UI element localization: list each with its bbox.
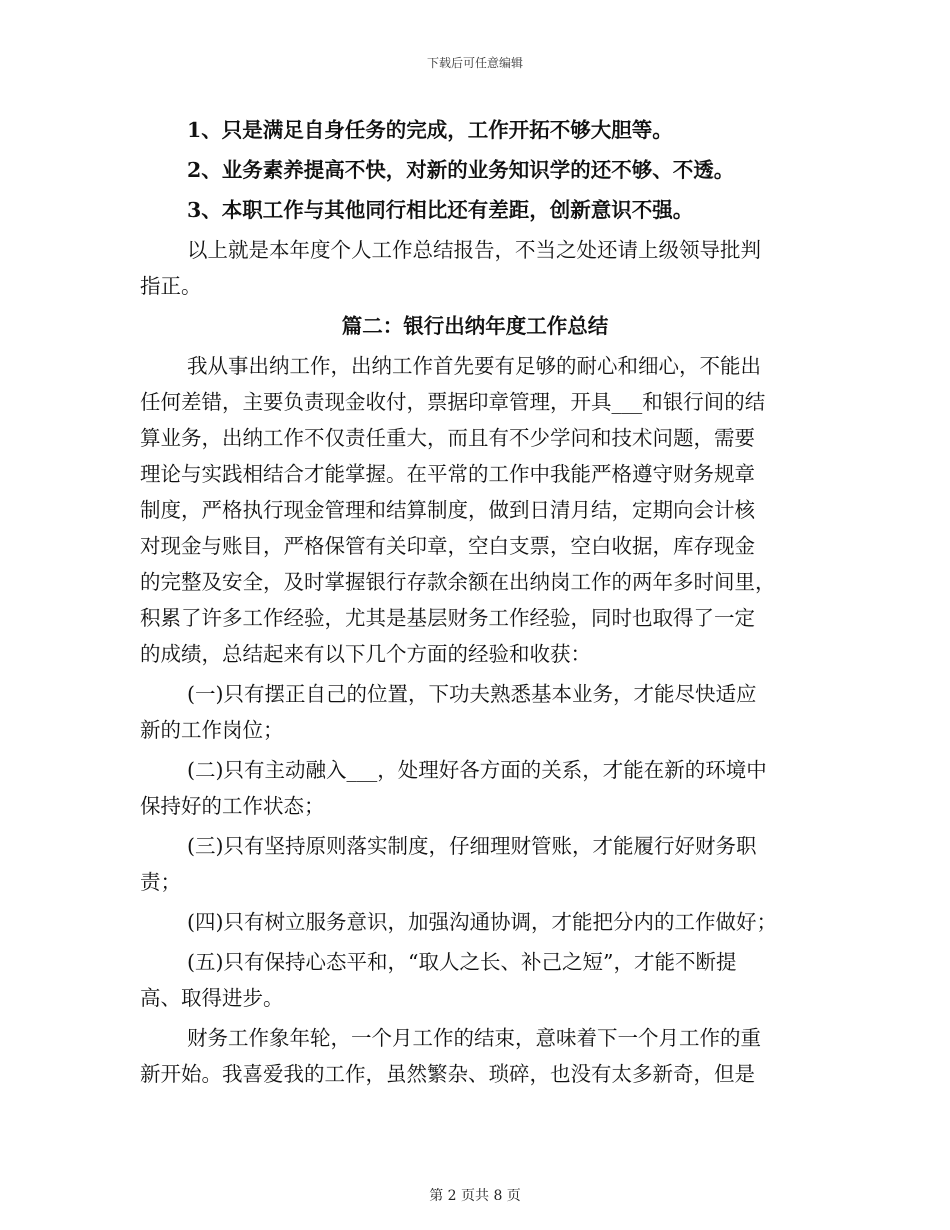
intro-paragraph-line: 的成绩，总结起来有以下几个方面的经验和收获： <box>140 642 591 666</box>
closing-paragraph-line: 指正。 <box>140 274 202 298</box>
section-title: 篇二：银行出纳年度工作总结 <box>341 314 609 338</box>
point-line: 新的工作岗位； <box>140 718 284 742</box>
point-line: 高、取得进步。 <box>140 986 284 1010</box>
point-line: 保持好的工作状态； <box>140 794 325 818</box>
point-line: 责； <box>140 870 181 894</box>
point-line: (五)只有保持心态平和，“取人之长、补己之短”，才能不断提 <box>187 950 737 974</box>
closing-paragraph-line: 以上就是本年度个人工作总结报告，不当之处还请上级领导批判 <box>187 238 761 262</box>
point-line: (二)只有主动融入___，处理好各方面的关系，才能在新的环境中 <box>187 758 767 782</box>
final-paragraph-line: 新开始。我喜爱我的工作，虽然繁杂、琐碎，也没有太多新奇，但是 <box>140 1062 755 1086</box>
point-line: (三)只有坚持原则落实制度，仔细理财管账，才能履行好财务职 <box>187 834 757 858</box>
document-body <box>140 112 810 1092</box>
intro-paragraph-line: 积累了许多工作经验，尤其是基层财务工作经验，同时也取得了一定 <box>140 606 755 630</box>
page-footer: 第 2 页共 8 页 <box>429 1188 521 1204</box>
intro-paragraph-line: 理论与实践相结合才能掌握。在平常的工作中我能严格遵守财务规章 <box>140 462 755 486</box>
shortcoming-item: 2、业务素养提高不快，对新的业务知识学的还不够、不透。 <box>187 158 735 182</box>
final-paragraph-line: 财务工作象年轮，一个月工作的结束，意味着下一个月工作的重 <box>187 1026 761 1050</box>
intro-paragraph-line: 的完整及安全，及时掌握银行存款余额在出纳岗工作的两年多时间里， <box>140 570 776 594</box>
intro-paragraph-line: 制度，严格执行现金管理和结算制度，做到日清月结，定期向会计核 <box>140 498 755 522</box>
intro-paragraph-line: 我从事出纳工作，出纳工作首先要有足够的耐心和细心，不能出 <box>187 354 761 378</box>
point-line: (一)只有摆正自己的位置，下功夫熟悉基本业务，才能尽快适应 <box>187 682 757 706</box>
intro-paragraph-line: 对现金与账目，严格保管有关印章，空白支票，空白收据，库存现金 <box>140 534 755 558</box>
point-line: (四)只有树立服务意识，加强沟通协调，才能把分内的工作做好； <box>187 910 777 934</box>
intro-paragraph-line: 算业务，出纳工作不仅责任重大，而且有不少学问和技术问题，需要 <box>140 426 755 450</box>
shortcoming-item: 3、本职工作与其他同行相比还有差距，创新意识不强。 <box>187 198 694 222</box>
page-header: 下载后可任意编辑 <box>426 56 523 70</box>
shortcoming-item: 1、只是满足自身任务的完成，工作开拓不够大胆等。 <box>187 118 673 142</box>
intro-paragraph-line: 任何差错，主要负责现金收付，票据印章管理，开具___和银行间的结 <box>140 390 766 414</box>
